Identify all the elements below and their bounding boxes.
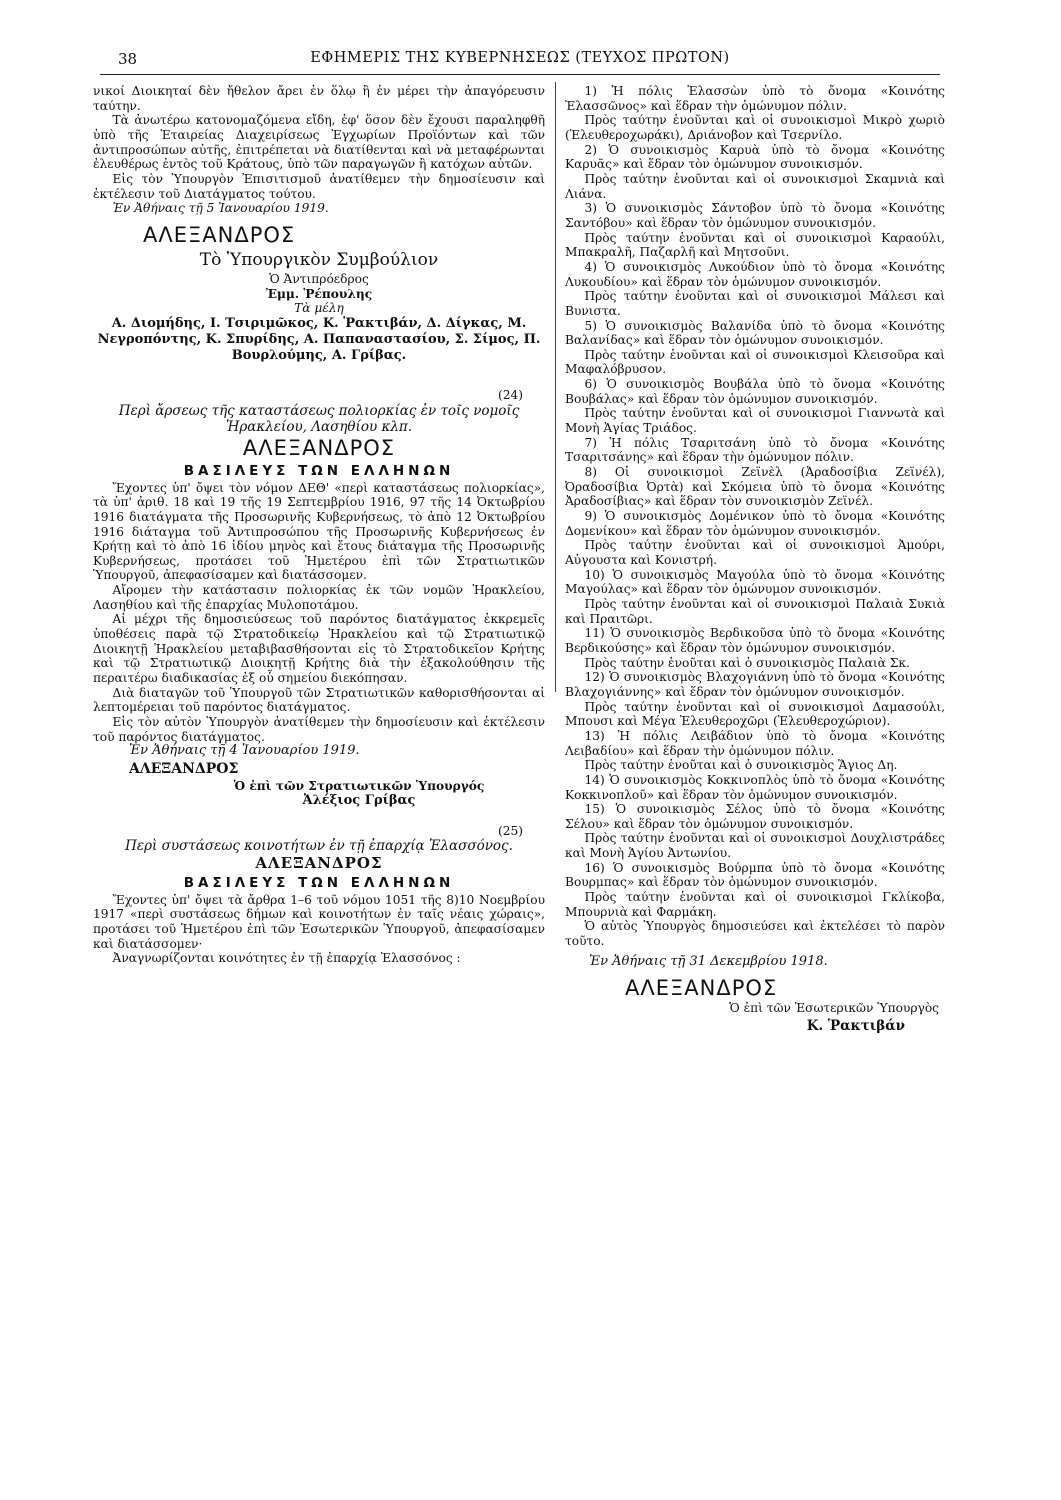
list-item: 15) Ὁ συνοικισμὸς Σέλος ὑπὸ τὸ ὄνομα «Κοινότης Σέλου» καὶ ἕδραν τὸν ὁμώνυμον συνοικισμόν. bbox=[565, 802, 945, 831]
decree-24-paragraph-4: Διὰ διαταγῶν τοῦ Ὑπουργοῦ τῶν Στρατιωτικῶν καθορισθήσονται αἱ λεπτομέρειαι τοῦ παρόντος διατάγματος. bbox=[93, 685, 545, 715]
list-item: 8) Οἱ συνοικισμοὶ Ζεϊνὲλ (Ἀραδοσίβια Ζεϊνέλ), Ὀραδοσίβια Ὀρτὰ) καὶ Σκόμεια ὑπὸ τὸ ὄνομα «Κοινότης Ἀραδοσίβιας» καὶ ἕδραν τὸν συνοικισμὸν Ζεϊνέλ. bbox=[565, 465, 945, 509]
list-item: Πρὸς ταύτην ἑνοῦνται καὶ οἱ συνοικισμοὶ Γκλίκοβα, Μπουρνιὰ καὶ Φαρμάκη. bbox=[565, 890, 945, 919]
right-royal-signature: ΑΛΕΞΑΝΔΡΟΣ bbox=[625, 976, 778, 1001]
list-item: Πρὸς ταύτην ἑνοῦνται καὶ οἱ συνοικισμοὶ Παλαιὰ Συκιὰ καὶ Πραιτῶρι. bbox=[565, 596, 945, 626]
decree-24-paragraph-1: Ἔχοντες ὑπ' ὄψει τὸν νόμον ΔΕΘ' «περὶ καταστάσεως πολιορκίας», τὰ ὑπ' ἀριθ. 18 καὶ 19 τῆς 19 Σεπτεμβρίου 1916, 97 τῆς 14 Ὀκτωβρίου 1916 διατάγματα τῆς Προσωρινῆς Κυβερνήσεως, τὸ ἀπὸ 12 Ὀκτωβρίου 1916 διάταγμα τοῦ Ἀντιπροσώπου τῆς Προσωρινῆς Κυβερνήσεως ἐν Κρήτῃ καὶ τὸ ἀπὸ 16 ἰδίου μηνὸς καὶ ἔτους διάταγμα τῆς Προσωρινῆς Κυβερνήσεως, προτάσει τοῦ Ἡμετέρου ἐπὶ τῶν Στρατιωτικῶν Ὑπουργοῦ, ἀπεφασίσαμεν καὶ διατάσσομεν. bbox=[93, 480, 545, 583]
list-item: Πρὸς ταύτην ἑνοῦνται καὶ οἱ συνοικισμοὶ Μάλεσι καὶ Βυνιστα. bbox=[565, 289, 945, 318]
list-item: 6) Ὁ συνοικισμὸς Βουβάλα ὑπὸ τὸ ὄνομα «Κοινότης Βουβάλας» καὶ ἕδραν τὸν ὁμώνυμον συνοικισμόν. bbox=[565, 377, 945, 406]
members-title: Τὰ μέλη bbox=[294, 301, 344, 316]
right-column bbox=[565, 84, 945, 1036]
list-item: Πρὸς ταύτην ἑνοῦνται καὶ οἱ συνοικισμοὶ Καραούλι, Μπακραλῆ, Παζαρλῆ καὶ Μητσοῦνι. bbox=[565, 230, 945, 260]
council-heading: Τὸ Ὑπουργικὸν Συμβούλιον bbox=[199, 249, 439, 270]
gazette-title: ΕΦΗΜΕΡΙΣ ΤΗΣ ΚΥΒΕΡΝΗΣΕΩΣ (ΤΕΥΧΟΣ ΠΡΩΤΟΝ) bbox=[310, 50, 730, 66]
intro-royal-signature: ΑΛΕΞΑΝΔΡΟΣ bbox=[143, 222, 296, 247]
list-item: 3) Ὁ συνοικισμὸς Σάντοβον ὑπὸ τὸ ὄνομα «Κοινότης Σαντόβου» καὶ ἕδραν τὸν ὁμώνυμον συνοικισμόν. bbox=[565, 201, 945, 230]
list-item: Πρὸς ταύτην ἑνοῦνται καὶ οἱ συνοικισμοὶ Δουχλιστράδες καὶ Μονὴ Ἁγίου Ἀντωνίου. bbox=[565, 831, 945, 861]
list-item: 14) Ὁ συνοικισμὸς Κοκκινοπλὸς ὑπὸ τὸ ὄνομα «Κοινότης Κοκκινοπλοῦ» καὶ ἕδραν τὸν ὁμώνυμον συνοικισμόν. bbox=[565, 772, 945, 802]
right-date: Ἐν Ἀθήναις τῇ 31 Δεκεμβρίου 1918. bbox=[589, 953, 828, 969]
decree-24-number: (24) bbox=[497, 387, 523, 402]
list-item: Πρὸς ταύτην ἑνοῦνται καὶ οἱ συνοικισμοὶ Δαμασούλι, Μπουσι καὶ Μέγα Ἐλευθεροχῶρι (Ἐλευθεροχώριον). bbox=[565, 699, 945, 729]
list-item: 12) Ὁ συνοικισμὸς Βλαχογιάννη ὑπὸ τὸ ὄνομα «Κοινότης Βλαχογιάννης» καὶ ἕδραν τὸν ὁμώνυμον συνοικισμόν. bbox=[565, 670, 945, 699]
intro-paragraph-3: Εἰς τὸν Ὑπουργὸν Ἐπισιτισμοῦ ἀνατίθεμεν τὴν δημοσίευσιν καὶ ἐκτέλεσιν τοῦ Διατάγματος τούτου. bbox=[93, 171, 545, 201]
list-item: 11) Ὁ συνοικισμὸς Βερδικοῦσα ὑπὸ τὸ ὄνομα «Κοινότης Βερδικούσης» καὶ ἕδραν τὸν ὁμώνυμον συνοικισμόν. bbox=[565, 626, 945, 655]
decree-24-paragraph-2: Αἴρομεν τὴν κατάστασιν πολιορκίας ἐκ τῶν νομῶν Ἡρακλείου, Λασηθίου καὶ τῆς ἐπαρχίας Μυλοποτάμου. bbox=[93, 583, 545, 612]
decree-25-number: (25) bbox=[497, 824, 523, 839]
decree-25-paragraph-2: Ἀναγνωρίζονται κοινότητες ἐν τῇ ἐπαρχίᾳ Ἐλασσόνος : bbox=[112, 951, 461, 966]
decree-24-title: Περὶ ἄρσεως τῆς καταστάσεως πολιορκίας ἐν τοῖς νομοῖς Ἡρακλείου, Λασηθίου κλπ. bbox=[118, 402, 520, 435]
list-item: 10) Ὁ συνοικισμὸς Μαγούλα ὑπὸ τὸ ὄνομα «Κοινότης Μαγούλας» καὶ ἕδραν τὸν ὁμώνυμον συνοικισμόν. bbox=[565, 567, 945, 597]
vice-president-name: Ἐμμ. Ῥέπουλης bbox=[265, 286, 373, 301]
decree-25-title: Περὶ συστάσεως κοινοτήτων ἐν τῇ ἐπαρχίᾳ Ἐλασσόνος. bbox=[125, 837, 513, 854]
decree-25-paragraph-1: Ἔχοντες ὑπ' ὄψει τὰ ἄρθρα 1–6 τοῦ νόμου 1051 τῆς 8)10 Νοεμβρίου 1917 «περὶ συστάσεως δήμων καὶ κοινοτήτων ἐν ταῖς νέαις χώραις», προτάσει τοῦ Ἡμετέρου ἐπὶ τῶν Ἐσωτερικῶν Ὑπουργοῦ, ἀπεφασίσαμεν καὶ διατάσσομεν· bbox=[93, 892, 545, 951]
decree-24-signature: ΑΛΕΞΑΝΔΡΟΣ bbox=[242, 435, 396, 460]
decree-24-date: Ἐν Ἀθήναις τῇ 4 Ἰανουαρίου 1919. bbox=[129, 743, 360, 759]
decree-24-paragraph-3: Αἱ μέχρι τῆς δημοσιεύσεως τοῦ παρόντος διατάγματος ἐκκρεμεῖς ὑποθέσεις παρὰ τῷ Στρατοδικείῳ Ἡρακλείου καὶ τῷ Στρατιωτικῷ Διοικητῇ Ἡρακλείου μεταβιβασθήσονται εἰς τὸ Στρατοδικεῖον Κρήτης καὶ τῷ Στρατιωτικῷ Διοικητῇ Κρήτης διὰ τὴν ἐξακολούθησιν τῆς περαιτέρω διαδικασίας ἐξ οὗ σημείου διεκόπησαν. bbox=[93, 612, 545, 686]
intro-paragraph-2: Τὰ ἀνωτέρω κατονομαζόμενα εἴδη, ἐφ' ὅσον δὲν ἔχουσι παραληφθῆ ὑπὸ τῆς Ἑταιρείας Διαχειρίσεως Ἐγχωρίων Προϊόντων καὶ τῶν ἀντιπροσώπων αὐτῆς, ἐπιτρέπεται νὰ διατίθενται καὶ νὰ μεταφέρωνται ἐλευθέρως ἐντὸς τοῦ Κράτους, ὑπὸ τῶν παραγωγῶν ἢ κατόχων αὐτῶν. bbox=[93, 113, 545, 172]
council-members: Α. Διομήδης, Ι. Τσιριμῶκος, Κ. Ῥακτιβάν, Δ. Δίγκας, Μ. Νεγροπόντης, Κ. Σπυρίδης, Α. Παπαναστασίου, Σ. Σίμος, Π. Βουρλούμης, Α. Γρίβας. bbox=[97, 315, 541, 363]
list-item: Πρὸς ταύτην ἑνοῦνται καὶ οἱ συνοικισμοὶ Μικρὸ χωριὸ (Ἐλευθεροχωράκι), Δριάνοβον καὶ Τσερνίλο. bbox=[565, 113, 945, 142]
list-item: 13) Ἡ πόλις Λειβάδιον ὑπὸ τὸ ὄνομα «Κοινότης Λειβαδίου» καὶ ἕδραν τὴν ὁμώνυμον πόλιν. bbox=[565, 728, 945, 758]
decree-24-paragraph-5: Εἰς τὸν αὐτὸν Ὑπουργὸν ἀνατίθεμεν τὴν δημοσίευσιν καὶ ἐκτέλεσιν τοῦ παρόντος διατάγματος. bbox=[93, 715, 545, 744]
decree-24-king: ΒΑΣΙΛΕΥΣ ΤΩΝ ΕΛΛΗΝΩΝ bbox=[183, 462, 455, 479]
list-item: Πρὸς ταύτην ἑνοῦνται καὶ οἱ συνοικισμοὶ Ἀμούρι, Αὐγουστα καὶ Κονιστρή. bbox=[565, 538, 945, 567]
list-item: 7) Ἡ πόλις Τσαριτσάνη ὑπὸ τὸ ὄνομα «Κοινότης Τσαριτσάνης» καὶ ἕδραν τὴν ὁμώνυμον πόλιν. bbox=[565, 435, 945, 465]
intro-date: Ἐν Ἀθήναις τῇ 5 Ἰανουαρίου 1919. bbox=[112, 201, 329, 216]
page-number: 38 bbox=[118, 50, 138, 68]
list-item: 2) Ὁ συνοικισμὸς Καρυὰ ὑπὸ τὸ ὄνομα «Κοινότης Καρυᾶς» καὶ ἕδραν τὸν ὁμώνυμον συνοικισμόν. bbox=[565, 142, 945, 172]
list-item: 9) Ὁ συνοικισμὸς Δομένικον ὑπὸ τὸ ὄνομα «Κοινότης Δομενίκου» καὶ ἕδραν τὸν ὁμώνυμον συνοικισμόν. bbox=[565, 509, 945, 538]
list-item: 4) Ὁ συνοικισμὸς Λυκούδιον ὑπὸ τὸ ὄνομα «Κοινότης Λυκουδίου» καὶ ἕδραν τὸν ὁμώνυμον συνοικισμόν. bbox=[565, 259, 945, 289]
left-column bbox=[93, 84, 545, 966]
decree-25-signature: ΑΛΕΞΑΝΔΡΟΣ bbox=[255, 853, 383, 872]
column-divider bbox=[555, 82, 556, 692]
communities-list bbox=[565, 84, 945, 949]
vice-president-title: Ὁ Ἀντιπρόεδρος bbox=[269, 271, 369, 286]
list-item: 16) Ὁ συνοικισμὸς Βούρμπα ὑπὸ τὸ ὄνομα «Κοινότης Βουρμπας» καὶ ἕδραν τὸν ὁμώνυμον συνοικισμόν. bbox=[565, 860, 945, 890]
list-item: 1) Ἡ πόλις Ἐλασσὼν ὑπὸ τὸ ὄνομα «Κοινότης Ἐλασσῶνος» καὶ ἕδραν τὴν ὁμώνυμον πόλιν. bbox=[565, 84, 945, 113]
decree-24-signature-2: ΑΛΕΞΑΝΔΡΟΣ bbox=[129, 761, 239, 777]
list-item: Πρὸς ταύτην ἑνοῦνται καὶ οἱ συνοικισμοὶ Γιαννωτὰ καὶ Μονὴ Ἁγίας Τριάδος. bbox=[565, 406, 945, 436]
decree-24-minister-name: Ἀλέξιος Γρίβας bbox=[302, 792, 416, 808]
interior-minister-name: Κ. Ῥακτιβάν bbox=[806, 1018, 905, 1035]
decree-24-minister-title: Ὁ ἐπὶ τῶν Στρατιωτικῶν Ὑπουργός bbox=[233, 779, 485, 793]
list-item: Πρὸς ταύτην ἑνοῦται καὶ ὁ συνοικισμὸς Ἅγιος Δη. bbox=[584, 758, 898, 773]
list-item: Πρὸς ταύτην ἑνοῦνται καὶ οἱ συνοικισμοὶ Σκαμνιὰ καὶ Λιάνα. bbox=[565, 171, 945, 201]
list-item: 5) Ὁ συνοικισμὸς Βαλανίδα ὑπὸ τὸ ὄνομα «Κοινότης Βαλανίδας» καὶ ἕδραν τὸν ὁμώνυμον συνοικισμόν. bbox=[565, 318, 945, 348]
intro-paragraph-1: νικοί Διοικηταί δὲν ἤθελον ἄρει ἐν ὅλῳ ἢ ἐν μέρει τὴν ἀπαγόρευσιν ταύτην. bbox=[93, 84, 545, 113]
list-item: Ὁ αὐτὸς Ὑπουργὸς δημοσιεύσει καὶ ἐκτελέσει τὸ παρὸν τοῦτο. bbox=[565, 919, 945, 949]
list-item: Πρὸς ταύτην ἑνοῦνται καὶ οἱ συνοικισμοὶ Κλεισοῦρα καὶ Μαφαλόβρυσον. bbox=[565, 347, 945, 377]
interior-minister-title: Ὁ ἐπὶ τῶν Ἐσωτερικῶν Ὑπουργὸς bbox=[729, 1001, 939, 1016]
decree-25-king: ΒΑΣΙΛΕΥΣ ΤΩΝ ΕΛΛΗΝΩΝ bbox=[183, 874, 455, 891]
list-item: Πρὸς ταύτην ἑνοῦται καὶ ὁ συνοικισμὸς Παλαιὰ Σκ. bbox=[584, 655, 910, 670]
page-header bbox=[100, 50, 940, 75]
